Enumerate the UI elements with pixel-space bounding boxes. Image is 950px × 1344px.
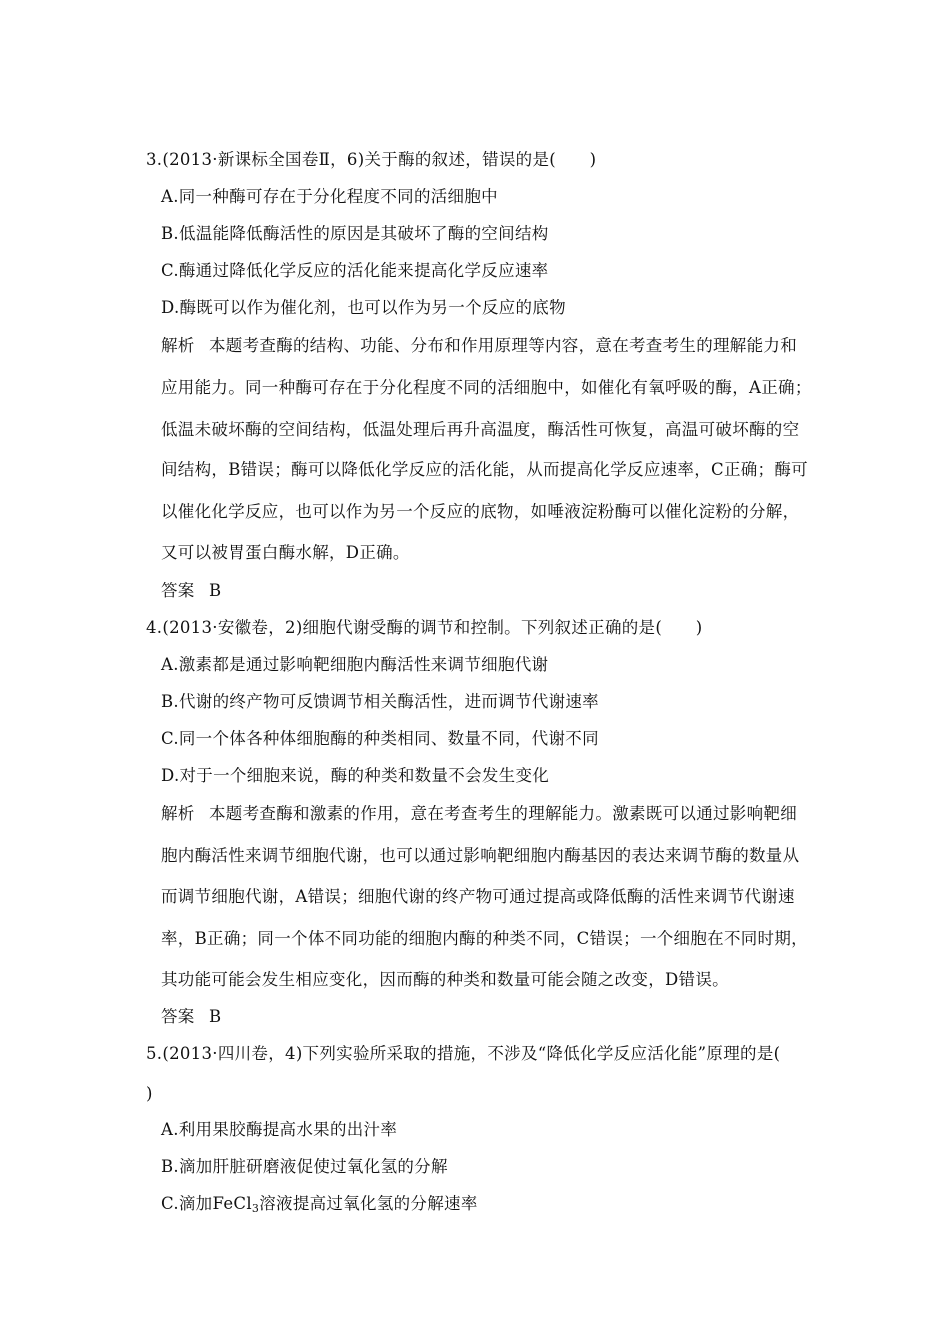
question-4-option-a: A.激素都是通过影响靶细胞内酶活性来调节细胞代谢 <box>161 655 549 674</box>
question-3-analysis-line-5: 以催化化学反应，也可以作为另一个反应的底物，如唾液淀粉酶可以催化淀粉的分解， <box>161 502 800 521</box>
question-4-answer-label: 答案 <box>161 1007 195 1026</box>
question-3-analysis-line-3: 低温未破坏酶的空间结构，低温处理后再升高温度，酶活性可恢复，高温可破坏酶的空 <box>161 420 800 439</box>
question-3-analysis-line-6: 又可以被胃蛋白酶水解，D正确。 <box>161 543 410 562</box>
subscript-3: 3 <box>251 1202 260 1215</box>
question-4-analysis-line-4: 率，B正确；同一个体不同功能的细胞内酶的种类不同，C错误；一个细胞在不同时期， <box>161 929 808 948</box>
question-3-analysis-line-4: 间结构，B错误；酶可以降低化学反应的活化能，从而提高化学反应速率，C正确；酶可 <box>161 460 808 479</box>
question-4-option-d: D.对于一个细胞来说，酶的种类和数量不会发生变化 <box>161 766 550 785</box>
question-4-analysis-line-1: 解析 本题考查酶和激素的作用，意在考查考生的理解能力。激素既可以通过影响靶细 <box>161 802 797 826</box>
question-4-analysis-line-5: 其功能可能会发生相应变化，因而酶的种类和数量可能会随之改变，D错误。 <box>161 970 729 989</box>
question-4-analysis-line-3: 而调节细胞代谢，A错误；细胞代谢的终产物可通过提高或降低酶的活性来调节代谢速 <box>161 887 795 906</box>
question-4-option-c: C.同一个体各种体细胞酶的种类相同、数量不同，代谢不同 <box>161 729 599 748</box>
question-3-analysis-label: 解析 <box>161 336 195 355</box>
question-5-stem-line-1: 5.(2013·四川卷，4)下列实验所采取的措施，不涉及“降低化学反应活化能”原理的是( <box>146 1044 781 1063</box>
question-3-analysis-line-2: 应用能力。同一种酶可存在于分化程度不同的活细胞中，如催化有氧呼吸的酶，A正确； <box>161 378 812 397</box>
question-3-answer-label: 答案 <box>161 581 195 600</box>
question-3-stem: 3.(2013·新课标全国卷Ⅱ，6)关于酶的叙述，错误的是( ) <box>146 150 597 169</box>
question-4-analysis-label: 解析 <box>161 804 195 823</box>
question-3-option-b: B.低温能降低酶活性的原因是其破坏了酶的空间结构 <box>161 224 549 243</box>
question-5-option-b: B.滴加肝脏研磨液促使过氧化氢的分解 <box>161 1157 448 1176</box>
question-4-option-b: B.代谢的终产物可反馈调节相关酶活性，进而调节代谢速率 <box>161 692 599 711</box>
question-5-option-a: A.利用果胶酶提高水果的出汁率 <box>161 1120 398 1139</box>
question-3-analysis-line-1: 解析 本题考查酶的结构、功能、分布和作用原理等内容，意在考查考生的理解能力和 <box>161 334 797 358</box>
question-4-analysis-line-2: 胞内酶活性来调节细胞代谢，也可以通过影响靶细胞内酶基因的表达来调节酶的数量从 <box>161 846 800 865</box>
question-5-stem-line-2: ) <box>146 1084 153 1103</box>
question-5-option-c: C.滴加FeCl$_3$溶液提高过氧化氢的分解速率 <box>161 1194 478 1215</box>
question-3-option-c: C.酶通过降低化学反应的活化能来提高化学反应速率 <box>161 261 549 280</box>
question-3-answer-value: B <box>209 581 222 600</box>
question-4-answer <box>161 1005 221 1029</box>
question-4-stem: 4.(2013·安徽卷，2)细胞代谢受酶的调节和控制。下列叙述正确的是( ) <box>146 618 703 637</box>
question-4-answer-value: B <box>209 1007 222 1026</box>
question-3-option-d: D.酶既可以作为催化剂，也可以作为另一个反应的底物 <box>161 298 566 317</box>
question-3-option-a: A.同一种酶可存在于分化程度不同的活细胞中 <box>161 187 498 206</box>
question-3-answer <box>161 579 221 603</box>
